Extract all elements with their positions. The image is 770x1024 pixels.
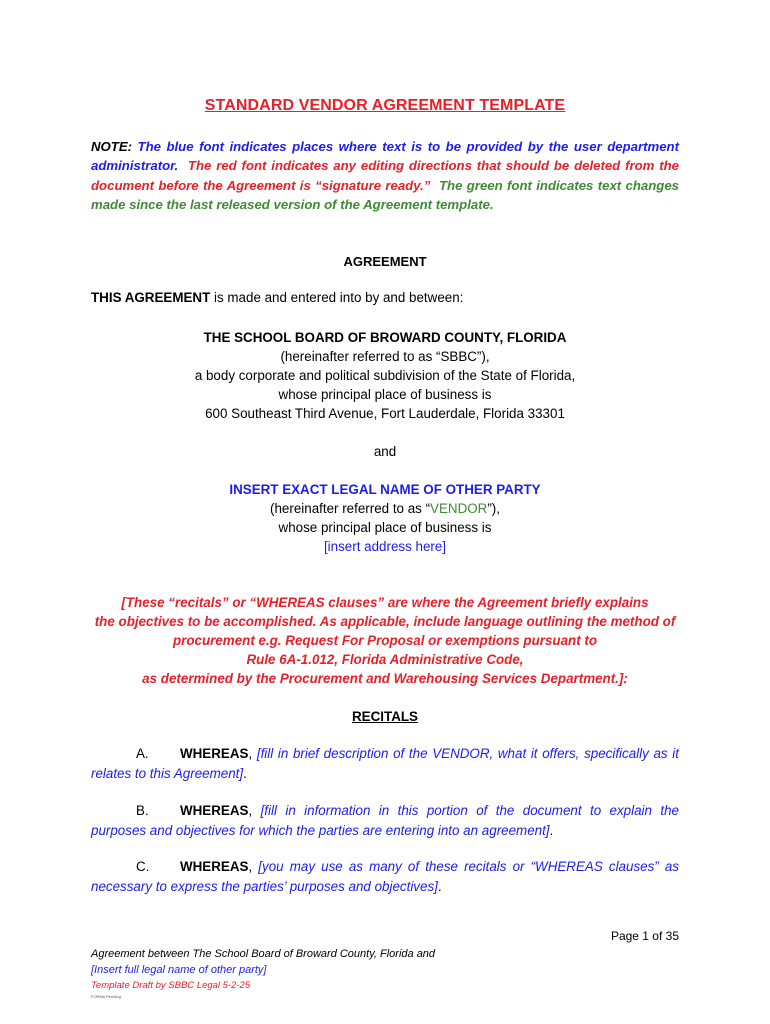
- page-footer: [91, 946, 435, 1000]
- recitals-instruction-line: the objectives to be accomplished. As applicable, include language outlining the method of: [94, 614, 676, 629]
- page-number: Page 1 of 35: [610, 929, 679, 943]
- recital-letter: B.: [136, 803, 149, 818]
- recital-b: B. WHEREAS, [fill in information in this portion of the document to explain the purposes and objectives for which the parties are entering into an agreement].: [91, 803, 679, 838]
- color-legend-note: [91, 137, 679, 214]
- sbbc-name: THE SCHOOL BOARD OF BROWARD COUNTY, FLORIDA: [203, 330, 567, 345]
- intro-rest: is made and entered into by and between:: [210, 290, 464, 305]
- recitals-instruction-line: Rule 6A-1.012, Florida Administrative Code,: [246, 652, 524, 667]
- recital-whereas: WHEREAS: [180, 803, 249, 818]
- vendor-line-2: [0, 499, 770, 518]
- recital-letter: A.: [136, 746, 149, 761]
- sbbc-line-3: a body corporate and political subdivision of the State of Florida,: [194, 368, 576, 383]
- recital-text: [you may use as many of these recitals or “WHEREAS clauses” as necessary to express the parties’ purposes and objectives]: [91, 859, 679, 894]
- recitals-instruction-line: as determined by the Procurement and Warehousing Services Department.]:: [142, 671, 628, 686]
- recitals-instruction-line: procurement e.g. Request For Proposal or exemptions pursuant to: [172, 633, 598, 648]
- sbbc-line-4: whose principal place of business is: [278, 387, 492, 402]
- footer-line-2: [Insert full legal name of other party]: [91, 964, 267, 976]
- vendor-line-3: whose principal place of business is: [278, 520, 492, 535]
- recitals-heading: RECITALS: [352, 709, 418, 724]
- note-red-text: The red font indicates any editing directions that should be deleted from the document before the Agreement is “signature ready.”: [91, 158, 680, 193]
- and-separator: and: [373, 444, 397, 459]
- note-blue-text: The blue font indicates places where text is to be provided by the user department administrator.: [91, 139, 680, 174]
- vendor-line-2-pre: (hereinafter referred to as “: [270, 501, 431, 516]
- recitals-instruction-line: [These “recitals” or “WHEREAS clauses” are where the Agreement briefly explains: [121, 595, 649, 610]
- recital-a: A. WHEREAS, [fill in brief description of the VENDOR, what it offers, specifically as it relates to this Agreement].: [91, 746, 679, 781]
- recital-text: [fill in brief description of the VENDOR, what it offers, specifically as it relates to this Agreement]: [91, 746, 679, 781]
- footer-template-version: Template Draft by SBBC Legal 5-2-25: [91, 980, 251, 991]
- note-green-text: The green font indicates text changes made since the last released version of the Agreement template.: [91, 177, 679, 212]
- recital-text: [fill in information in this portion of the document to explain the purposes and objectives for which the parties are entering into an agreement]: [91, 803, 679, 838]
- note-label: NOTE:: [91, 139, 133, 154]
- recital-whereas: WHEREAS: [180, 746, 249, 761]
- recital-whereas: WHEREAS: [180, 859, 249, 874]
- recital-c: C. WHEREAS, [you may use as many of these recitals or “WHEREAS clauses” as necessary to express the parties’ purposes and objectives].: [91, 859, 679, 894]
- sbbc-party-block: [0, 328, 770, 423]
- agreement-intro: [91, 290, 463, 305]
- recitals-instructions: [0, 593, 770, 688]
- agreement-heading: AGREEMENT: [343, 254, 427, 269]
- vendor-term: VENDOR: [430, 501, 488, 516]
- recital-end: .: [437, 878, 442, 894]
- footer-form-number: FORM# Pending: [91, 994, 121, 999]
- recital-letter: C.: [136, 859, 150, 874]
- vendor-name: INSERT EXACT LEGAL NAME OF OTHER PARTY: [229, 482, 541, 497]
- sbbc-line-2: (hereinafter referred to as “SBBC”),: [280, 349, 490, 364]
- vendor-party-block: [0, 480, 770, 556]
- sbbc-address: 600 Southeast Third Avenue, Fort Lauderdale, Florida 33301: [205, 406, 565, 421]
- recital-end: .: [549, 822, 554, 838]
- footer-line-1: Agreement between The School Board of Broward County, Florida and: [91, 948, 436, 960]
- vendor-address: [insert address here]: [323, 539, 447, 554]
- recital-end: .: [243, 765, 247, 781]
- vendor-line-2-post: ”),: [487, 501, 500, 516]
- intro-bold: THIS AGREEMENT: [91, 290, 211, 305]
- document-title: STANDARD VENDOR AGREEMENT TEMPLATE: [204, 97, 566, 114]
